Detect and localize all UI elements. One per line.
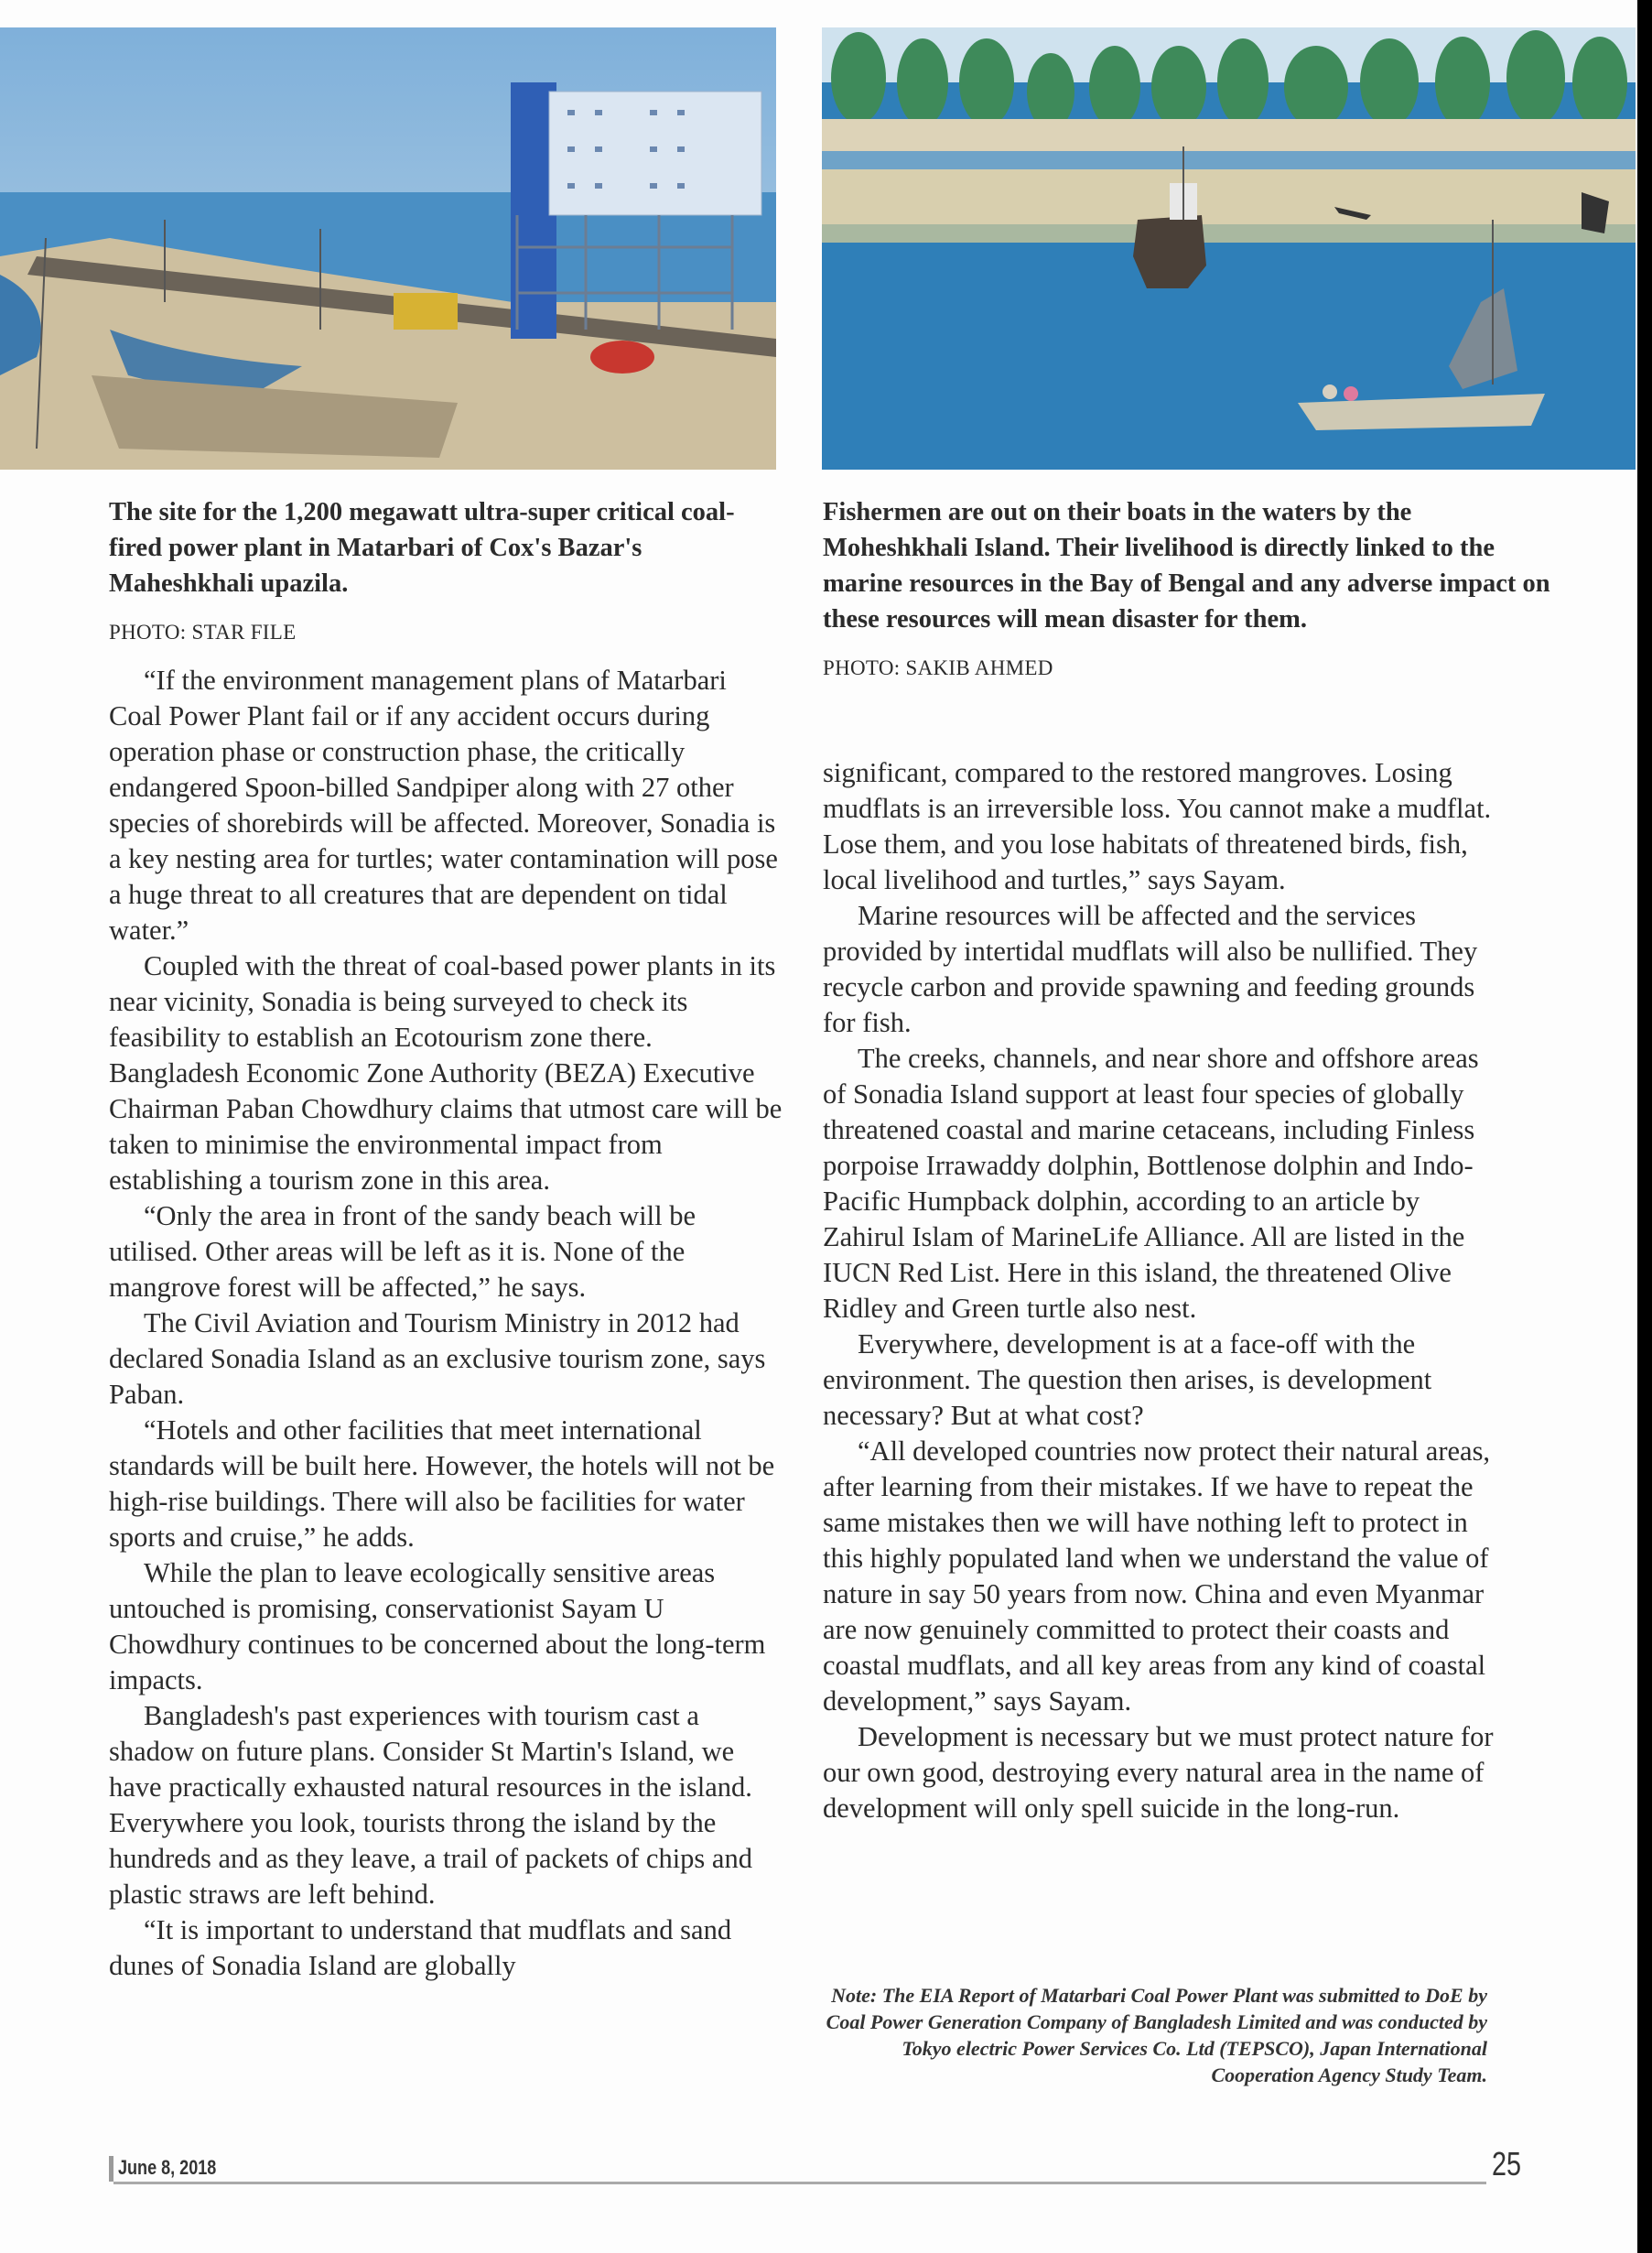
eia-report-note: Note: The EIA Report of Matarbari Coal Power Plant was submitted to DoE by Coal Power Generation Company of Bangladesh Limited and was conducted by Tokyo electric Power Services Co. Ltd (TEPSCO), Japan International Cooperation Agency Study Team.: [826, 1984, 1487, 2086]
paragraph: “Hotels and other facilities that meet international standards will be built here. However, the hotels will not be high-rise buildings. There will also be facilities for water sports and cruise,” he adds.: [109, 1414, 775, 1553]
footer-accent-bar: [109, 2156, 113, 2182]
footer-rule: [113, 2182, 1486, 2184]
power-plant-site-image: [0, 27, 776, 470]
photo-caption-left: [109, 494, 786, 650]
fishermen-boats-image: [822, 27, 1636, 470]
caption-text: Fishermen are out on their boats in the waters by the Moheshkhali Island. Their livelihood is directly linked to the marine resources in the Bay of Bengal and any adverse impact on these resources will mean disaster for them.: [823, 498, 1550, 634]
paragraph: While the plan to leave ecologically sensitive areas untouched is promising, conservationist Sayam U Chowdhury continues to be concerned about the long-term impacts.: [109, 1557, 766, 1695]
paragraph: “It is important to understand that mudflats and sand dunes of Sonadia Island are globally: [109, 1914, 732, 1981]
article-column-left: [109, 663, 786, 1984]
page-number: 25: [1491, 2145, 1521, 2183]
photo-power-plant-site: [0, 27, 776, 470]
article-column-right: [823, 755, 1500, 1826]
paragraph: The Civil Aviation and Tourism Ministry in 2012 had declared Sonadia Island as an exclusive tourism zone, says Paban.: [109, 1307, 766, 1410]
paragraph: The creeks, channels, and near shore and offshore areas of Sonadia Island support at least four species of globally threatened coastal and marine cetaceans, including Finless porpoise Irrawaddy dolphin, Bottlenose dolphin and Indo-Pacific Humpback dolphin, according to an article by Zahirul Islam of MarineLife Alliance. All are listed in the IUCN Red List. Here in this island, the threatened Olive Ridley and Green turtle also nest.: [823, 1043, 1479, 1324]
paragraph: Everywhere, development is at a face-off with the environment. The question then arises, is development necessary? But at what cost?: [823, 1328, 1432, 1431]
paragraph: “If the environment management plans of Matarbari Coal Power Plant fail or if any accident occurs during operation phase or construction phase, the critically endangered Spoon-billed Sandpiper along with 27 other species of shorebirds will be affected. Moreover, Sonadia is a key nesting area for turtles; water contamination will pose a huge threat to all creatures that are dependent on tidal water.”: [109, 665, 778, 946]
paragraph: Marine resources will be affected and the services provided by intertidal mudflats will also be nullified. They recycle carbon and provide spawning and feeding grounds for fish.: [823, 900, 1478, 1038]
paragraph: “Only the area in front of the sandy beach will be utilised. Other areas will be left as it is. None of the mangrove forest will be affected,” he says.: [109, 1200, 696, 1303]
photo-caption-right: [823, 494, 1555, 686]
paragraph: Bangladesh's past experiences with tourism cast a shadow on future plans. Consider St Martin's Island, we have practically exhausted natural resources in the island. Everywhere you look, tourists throng the island by the hundreds and as they leave, a trail of packets of chips and plastic straws are left behind.: [109, 1700, 752, 1910]
paragraph: Development is necessary but we must protect nature for our own good, destroying every natural area in the name of development will only spell suicide in the long-run.: [823, 1721, 1494, 1824]
page-footer: [109, 2145, 1523, 2189]
paragraph: Coupled with the threat of coal-based power plants in its near vicinity, Sonadia is being surveyed to check its feasibility to establish an Ecotourism zone there. Bangladesh Economic Zone Authority (BEZA) Executive Chairman Paban Chowdhury claims that utmost care will be taken to minimise the environmental impact from establishing a tourism zone in this area.: [109, 950, 783, 1196]
caption-text: The site for the 1,200 megawatt ultra-super critical coal-fired power plant in Matarbari of Cox's Bazar's Maheshkhali upazila.: [109, 498, 735, 598]
photo-fishermen-boats: [822, 27, 1636, 470]
paragraph: “All developed countries now protect their natural areas, after learning from their mistakes. If we have to repeat the same mistakes then we will have nothing left to protect in this highly populated land when we understand the value of nature in say 50 years from now. China and even Myanmar are now genuinely committed to protect their coasts and coastal mudflats, and all key areas from any kind of coastal development,” says Sayam.: [823, 1435, 1491, 1717]
page-edge-strip: [1637, 0, 1652, 2253]
issue-date: June 8, 2018: [118, 2156, 217, 2179]
photo-credit: PHOTO: STAR FILE: [109, 621, 297, 644]
photo-credit: PHOTO: SAKIB AHMED: [823, 656, 1053, 679]
paragraph: significant, compared to the restored mangroves. Losing mudflats is an irreversible loss. You cannot make a mudflat. Lose them, and you lose habitats of threatened birds, fish, local livelihood and turtles,” says Sayam.: [823, 757, 1492, 895]
